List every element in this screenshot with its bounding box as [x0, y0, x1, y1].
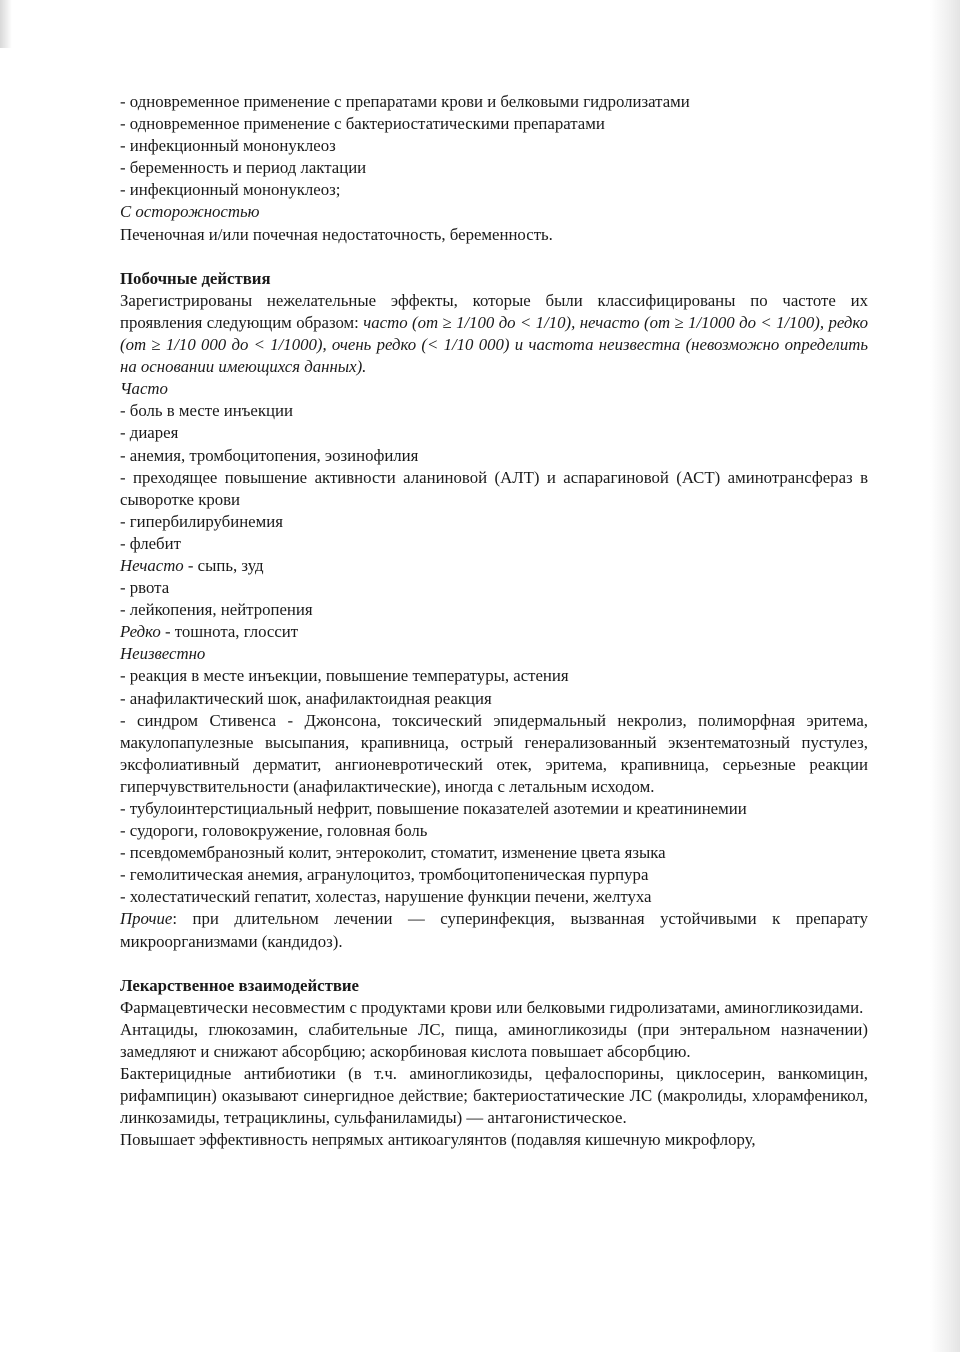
list-item: - беременность и период лактации [120, 158, 367, 178]
intro-frequency-text: часто (от ≥ 1/100 до < 1/10), нечасто (от ≥ 1/1000 до < 1/100), редко (от ≥ 1/10 000 до < 1/1000), очень редко (< 1/10 000) и частота неизвестна (невозможно определить на основании имеющихся данных). [120, 312, 868, 377]
other-label: Прочие [120, 909, 173, 929]
side-effects-heading: Побочные действия [120, 268, 271, 288]
scan-shadow-left [0, 0, 12, 48]
uncommon-row [120, 555, 868, 577]
rare-row [120, 621, 868, 643]
scan-shadow-right [930, 0, 960, 1352]
interactions-heading: Лекарственное взаимодействие [120, 975, 360, 995]
list-item: - инфекционный мононуклеоз; [120, 180, 341, 200]
interactions-paragraph: Повышает эффективность непрямых антикоагулянтов (подавляя кишечную микрофлору, [120, 1130, 756, 1150]
spacer [120, 953, 868, 975]
list-item: - псевдомембранозный колит, энтероколит, стоматит, изменение цвета языка [120, 843, 666, 863]
list-item: - анемия, тромбоцитопения, эозинофилия [120, 445, 419, 465]
caution-text: Печеночная и/или почечная недостаточность, беременность. [120, 224, 553, 244]
side-effects-intro [120, 290, 868, 378]
uncommon-text: - сыпь, зуд [183, 555, 264, 575]
list-item: - одновременное применение с бактериостатическими препаратами [120, 114, 605, 134]
list-item: - боль в месте инъекции [120, 401, 293, 421]
list-item: - анафилактический шок, анафилактоидная реакция [120, 688, 492, 708]
list-item: - гипербилирубинемия [120, 511, 283, 531]
caution-label: С осторожностью [120, 202, 260, 222]
document-body [120, 91, 868, 1152]
list-item: - тубулоинтерстициальный нефрит, повышение показателей азотемии и креатининемии [120, 799, 747, 818]
unknown-label: Неизвестно [120, 644, 206, 664]
list-item: - гемолитическая анемия, агранулоцитоз, тромбоцитопеническая пурпура [120, 865, 649, 885]
list-item: - диарея [120, 423, 179, 443]
list-item: - инфекционный мононуклеоз [120, 136, 336, 156]
list-item: - рвота [120, 578, 170, 598]
list-item: - лейкопения, нейтропения [120, 600, 313, 620]
rare-text: - тошнота, глоссит [160, 622, 299, 642]
spacer [120, 246, 868, 268]
often-label: Часто [120, 379, 168, 399]
other-row [120, 908, 868, 952]
list-item: - холестатический гепатит, холестаз, нарушение функции печени, желтуха [120, 887, 652, 907]
interactions-paragraph: Фармацевтически несовместим с продуктами крови или белковыми гидролизатами, аминогликозидами. [120, 997, 864, 1017]
list-item: - одновременное применение с препаратами крови и белковыми гидролизатами [120, 92, 690, 111]
other-text: : при длительном лечении — суперинфекция, вызванная устойчивыми к препарату микроорганизмами (кандидоз). [120, 909, 868, 951]
list-item: - судороги, головокружение, головная боль [120, 821, 428, 841]
list-item: - флебит [120, 533, 181, 553]
list-item: - преходящее повышение активности аланиновой (АЛТ) и аспарагиновой (АСТ) аминотрансфераз в сыворотке крови [120, 467, 868, 509]
interactions-paragraph: Антациды, глюкозамин, слабительные ЛС, пища, аминогликозиды (при энтеральном назначении) замедляют и снижают абсорбцию; аскорбиновая кислота повышает абсорбцию. [120, 1019, 868, 1062]
rare-label: Редко [120, 622, 161, 642]
interactions-paragraph: Бактерицидные антибиотики (в т.ч. аминогликозиды, цефалоспорины, циклосерин, ванкомицин, рифампицин) оказывают синергидное действие; бактериостатические ЛС (макролиды, хлорамфеникол, линкозамиды, тетрациклины, сульфаниламиды) — антагонистическое. [120, 1064, 868, 1128]
list-item: - синдром Стивенса - Джонсона, токсический эпидермальный некролиз, полиморфная эритема, макулопапулезные высыпания, крапивница, острый генерализованный экзентематозный пустулез, эксфолиативный дерматит, ангионевротический отек, эритема, крапивница, серьезные реакции гиперчувствительности (анафилактические), иногда с летальным исходом. [120, 710, 868, 796]
intro-plain-text: Зарегистрированы нежелательные эффекты, которые были классифицированы по частоте их проявления следующим образом: [120, 290, 868, 332]
uncommon-label: Нечасто [120, 555, 184, 575]
list-item: - реакция в месте инъекции, повышение температуры, астения [120, 666, 569, 686]
